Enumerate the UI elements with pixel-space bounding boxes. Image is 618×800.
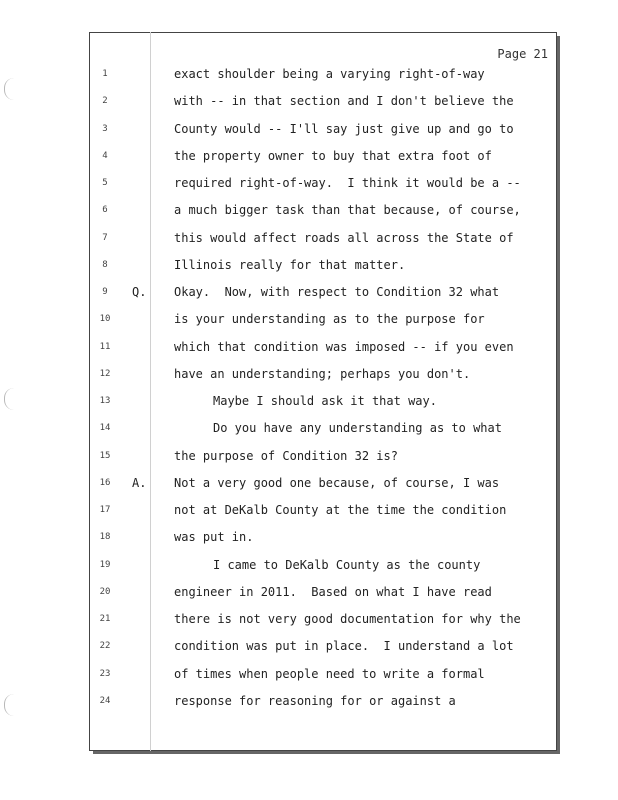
transcript-line xyxy=(0,257,618,277)
line-number: 14 xyxy=(99,423,111,434)
line-number: 19 xyxy=(99,559,111,570)
transcript-line xyxy=(0,148,618,168)
line-number: 1 xyxy=(102,69,108,79)
transcript-line xyxy=(0,666,618,686)
line-number: 11 xyxy=(99,341,111,352)
line-number: 5 xyxy=(102,178,108,188)
transcript-text: Maybe I should ask it that way. xyxy=(213,394,437,408)
line-number: 22 xyxy=(99,641,111,652)
line-number: 13 xyxy=(99,396,111,406)
line-number: 4 xyxy=(102,150,108,161)
transcript-line xyxy=(0,175,618,195)
line-number: 7 xyxy=(102,232,108,243)
transcript-line xyxy=(0,693,618,713)
transcript-line xyxy=(0,339,618,359)
transcript-line xyxy=(0,202,618,222)
transcript-line xyxy=(0,93,618,113)
transcript-text: which that condition was imposed -- if you even xyxy=(174,339,514,354)
transcript-text: there is not very good documentation for why the xyxy=(174,612,521,626)
transcript-line xyxy=(0,393,618,413)
transcript-line xyxy=(0,638,618,658)
transcript-line xyxy=(0,448,618,468)
transcript-text: Okay. Now, with respect to Condition 32 what xyxy=(174,285,500,299)
transcript-line xyxy=(0,121,618,141)
transcript-line xyxy=(0,230,618,250)
line-number: 8 xyxy=(102,259,108,270)
transcript-text: condition was put in place. I understand a lot xyxy=(174,639,514,654)
transcript-line xyxy=(0,66,618,86)
transcript-text: I came to DeKalb County as the county xyxy=(213,557,481,572)
line-number: 23 xyxy=(99,668,111,679)
transcript-text: is your understanding as to the purpose for xyxy=(174,312,485,327)
speaker-marker: A. xyxy=(132,475,147,490)
line-number: 10 xyxy=(99,314,111,325)
line-number: 24 xyxy=(99,695,111,706)
transcript-text: was put in. xyxy=(174,530,254,545)
transcript-text: the property owner to buy that extra foot of xyxy=(174,148,492,163)
transcript-text: of times when people need to write a formal xyxy=(174,666,485,681)
line-number: 2 xyxy=(102,96,108,107)
transcript-line xyxy=(0,611,618,631)
transcript-text: a much bigger task than that because, of course, xyxy=(174,203,521,218)
transcript-line xyxy=(0,502,618,522)
transcript-text: County would -- I'll say just give up and go to xyxy=(174,121,514,136)
line-number: 21 xyxy=(99,614,111,624)
transcript-text: not at DeKalb County at the time the condition xyxy=(174,503,507,517)
transcript-line xyxy=(0,529,618,549)
transcript-line xyxy=(0,284,618,304)
transcript-text: Not a very good one because, of course, I was xyxy=(174,475,500,490)
transcript-text: have an understanding; perhaps you don't. xyxy=(174,366,471,381)
line-number: 3 xyxy=(102,123,108,134)
line-number: 15 xyxy=(99,450,111,461)
line-number: 6 xyxy=(102,205,108,216)
transcript-line xyxy=(0,420,618,440)
transcript-line xyxy=(0,366,618,386)
transcript-text: the purpose of Condition 32 is? xyxy=(174,448,398,463)
line-number: 9 xyxy=(102,287,108,297)
transcript-text: Illinois really for that matter. xyxy=(174,257,406,272)
transcript-text: this would affect roads all across the State of xyxy=(174,230,514,245)
speaker-marker: Q. xyxy=(132,285,147,299)
transcript-text: Do you have any understanding as to what xyxy=(213,421,502,436)
line-number: 18 xyxy=(99,532,111,543)
page-shadow-bottom xyxy=(93,751,560,754)
transcript-line xyxy=(0,475,618,495)
transcript-text: exact shoulder being a varying right-of-way xyxy=(174,67,485,81)
line-number: 17 xyxy=(99,505,111,515)
transcript-line xyxy=(0,311,618,331)
transcript-line xyxy=(0,584,618,604)
transcript-text: response for reasoning for or against a xyxy=(174,693,456,708)
page-number-label: Page 21 xyxy=(497,47,548,61)
line-number: 12 xyxy=(99,368,111,379)
transcript-text: with -- in that section and I don't believe the xyxy=(174,94,514,109)
transcript-text: engineer in 2011. Based on what I have read xyxy=(174,584,492,599)
line-number: 20 xyxy=(99,586,111,597)
transcript-text: required right-of-way. I think it would be a -- xyxy=(174,176,521,190)
transcript-line xyxy=(0,557,618,577)
line-number: 16 xyxy=(99,477,111,488)
